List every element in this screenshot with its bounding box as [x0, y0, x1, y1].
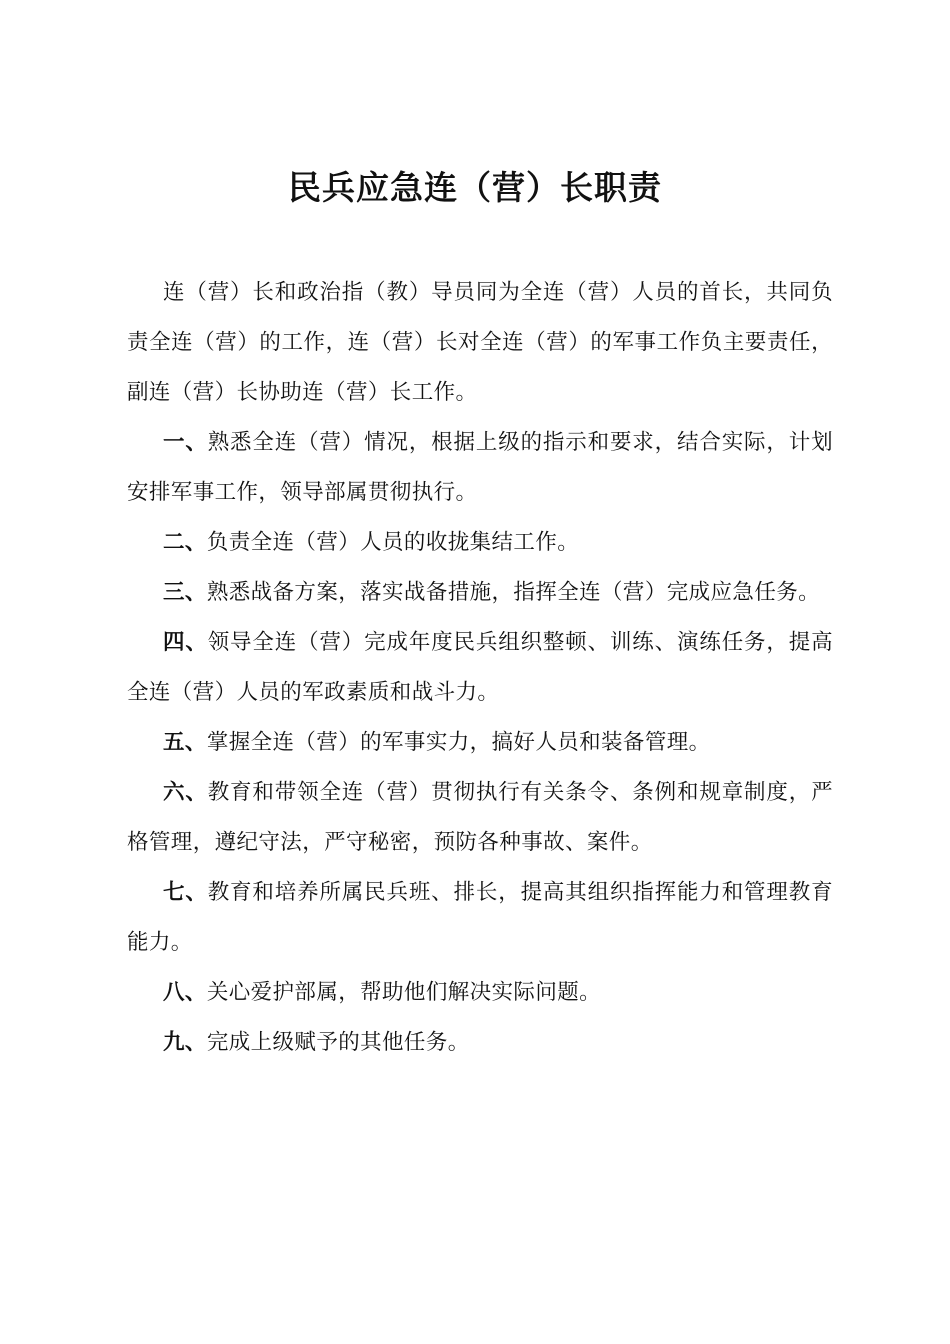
document-body: [127, 268, 833, 1068]
duty-item-1: [127, 418, 833, 518]
duty-text: 教育和培养所属民兵班、排长，提高其组织指挥能力和管理教育能力。: [127, 880, 833, 955]
duty-item-9: [127, 1018, 833, 1068]
duty-item-3: [127, 568, 833, 618]
duty-text: 完成上级赋予的其他任务。: [206, 1030, 470, 1055]
duty-text: 教育和带领全连（营）贯彻执行有关条令、条例和规章制度，严格管理，遵纪守法，严守秘密，预防各种事故、案件。: [127, 780, 833, 855]
duty-text: 关心爱护部属，帮助他们解决实际问题。: [206, 980, 602, 1005]
duty-number: 二、: [163, 530, 207, 555]
duty-text: 领导全连（营）完成年度民兵组织整顿、训练、演练任务，提高全连（营）人员的军政素质和战斗力。: [127, 630, 833, 705]
duty-text: 负责全连（营）人员的收拢集结工作。: [206, 530, 580, 555]
duty-item-7: [127, 868, 833, 968]
duty-item-5: [127, 718, 833, 768]
duty-text: 熟悉战备方案，落实战备措施，指挥全连（营）完成应急任务。: [206, 580, 821, 605]
duty-number: 九、: [163, 1030, 207, 1055]
duty-item-4: [127, 618, 833, 718]
document-title: 民兵应急连（营）长职责: [288, 168, 662, 207]
duty-text: 掌握全连（营）的军事实力，搞好人员和装备管理。: [206, 730, 711, 755]
duty-item-6: [127, 768, 833, 868]
duty-number: 五、: [163, 730, 207, 755]
duty-item-2: [127, 518, 833, 568]
duty-number: 七、: [163, 880, 208, 905]
duty-number: 四、: [163, 630, 208, 655]
duty-number: 三、: [163, 580, 207, 605]
duty-number: 一、: [163, 430, 208, 455]
duty-number: 六、: [163, 780, 208, 805]
duty-number: 八、: [163, 980, 207, 1005]
duty-item-8: [127, 968, 833, 1018]
intro-paragraph: 连（营）长和政治指（教）导员同为全连（营）人员的首长，共同负责全连（营）的工作，连（营）长对全连（营）的军事工作负主要责任，副连（营）长协助连（营）长工作。: [127, 280, 833, 405]
duty-text: 熟悉全连（营）情况，根据上级的指示和要求，结合实际，计划安排军事工作，领导部属贯彻执行。: [127, 430, 833, 505]
